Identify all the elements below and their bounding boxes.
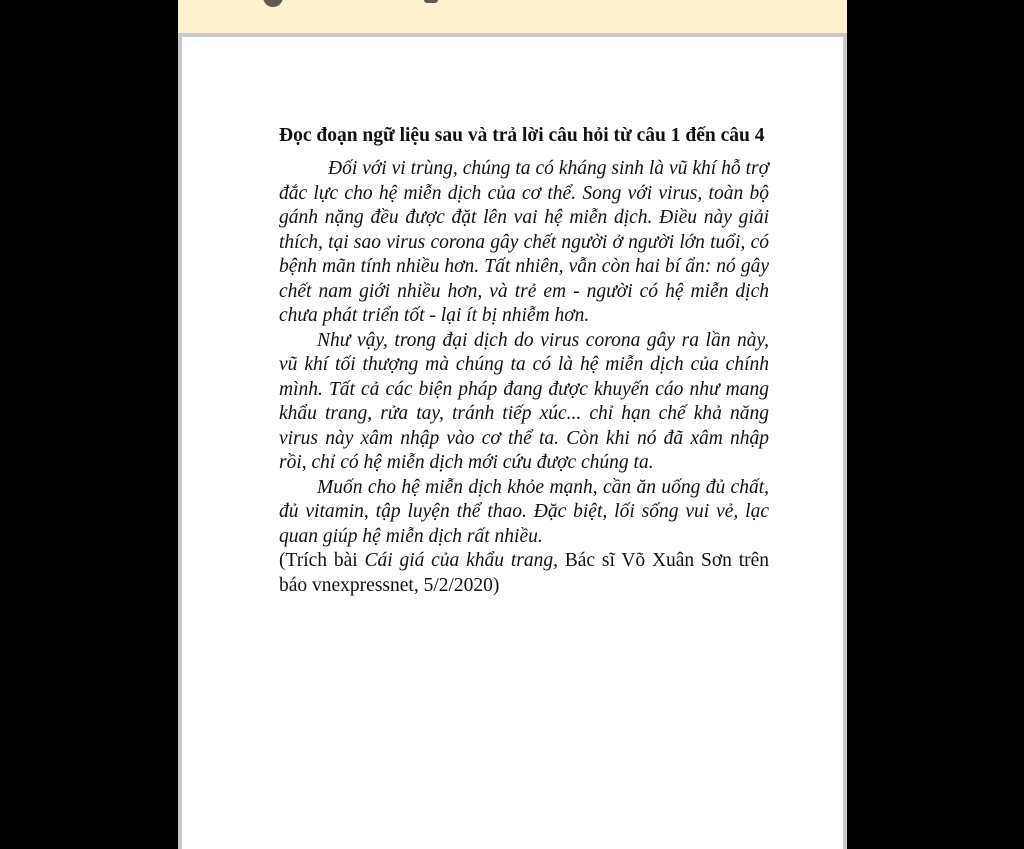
citation-title: Cái giá của khẩu trang, [364,550,558,571]
document-heading: Đọc đoạn ngữ liệu sau và trả lời câu hỏi từ câu 1 đến câu 4 [279,125,765,146]
citation-suffix: Bác sĩ Võ Xuân Sơn trên báo vnexpressnet, 5/2/2020) [279,550,770,596]
paragraph-1: Đối với vi trùng, chúng ta có kháng sinh là vũ khí hỗ trợ đắc lực cho hệ miễn dịch của cơ thể. Song với virus, toàn bộ gánh nặng đều được đặt lên vai hệ miễn dịch. Điều này giải thích, tại sao virus corona gây chết người ở người lớn tuổi, có bệnh mãn tính nhiều hơn. Tất nhiên, vẫn còn hai bí ẩn: nó gây chết nam giới nhiều hơn, và trẻ em - người có hệ miễn dịch chưa phát triển tốt - lại ít bị nhiễm hơn. [279,158,769,326]
paragraph-2: Như vậy, trong đại dịch do virus corona gây ra lần này, vũ khí tối thượng mà chúng ta có là hệ miễn dịch của chính mình. Tất cả các biện pháp đang được khuyến cáo như mang khẩu trang, rửa tay, tránh tiếp xúc... chỉ hạn chế khả năng virus này xâm nhập vào cơ thể ta. Còn khi nó đã xâm nhập rồi, chỉ có hệ miễn dịch mới cứu được chúng ta. [279,329,769,473]
document-page [182,37,843,849]
banner-letter-shape [424,0,438,3]
citation-prefix: (Trích bài [279,550,365,571]
top-banner [178,0,847,33]
paragraph-3: Muốn cho hệ miễn dịch khỏe mạnh, cần ăn uống đủ chất, đủ vitamin, tập luyện thể thao. Đặc biệt, lối sống vui vẻ, lạc quan giúp hệ miễn dịch rất nhiều. [279,476,769,547]
document-sheet [178,33,847,849]
citation [279,549,769,598]
document-content [279,121,769,598]
banner-letter-shape [263,0,283,7]
